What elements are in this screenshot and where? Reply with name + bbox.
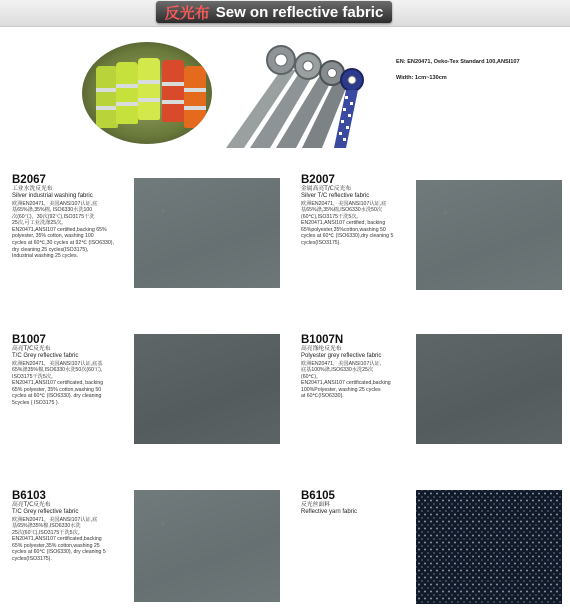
product-code: B6105 (301, 490, 335, 502)
standards-text: EN: EN20471, Oeko-Tex Standard 100,ANSI107 (396, 59, 520, 65)
product-b2067 (12, 174, 134, 260)
swatch-b1007n (416, 334, 562, 444)
swatch-b6105 (416, 490, 562, 604)
product-name-en: Reflective yarn fabric (301, 509, 358, 515)
product-description: 欧洲EN20471，美国ANSI107认证,底 基65%涤,35%棉, ISO6330水洗100 次(60℃)，30次(92℃),ISO3175干洗 25次,可工业洗涤25次。 EN20471,ANSI107 certified,backing 65% polyester, 35% cotton, washing 100 cycles at 60℃,30 cycles at 92℃ (ISO6330), dry cleaning 25 cycles(ISO3175), Industrial washing 25 cycles. (12, 200, 114, 260)
product-description: 欧洲EN20471，美国ANSI107认证,底基 65%涤35%棉,ISO6330水洗50次(60℃), ISO3175干洗5次。 EN20471,ANSI107 certificated, backing 65% polyester, 35% cotton,washing 50 cycles at 60℃ (ISO6330). dry cleaning 5cycles ( ISO3175 ). (12, 360, 104, 407)
product-b1007 (12, 334, 134, 407)
product-code: B1007 (12, 334, 46, 346)
title-english: Sew on reflective fabric (215, 3, 384, 21)
reflective-tape-rolls-photo (226, 40, 376, 150)
product-code: B2067 (12, 174, 46, 186)
product-name-en: T/C Grey reflective fabric (12, 353, 79, 359)
product-code: B6103 (12, 490, 46, 502)
product-name-cn: 工业水洗反光布 (12, 186, 53, 192)
product-name-en: Polyester grey reflective fabric (301, 353, 382, 359)
product-name-cn: 金属高亮T/C反光布 (301, 186, 352, 192)
product-name-cn: 高亮T/C反光布 (12, 502, 51, 508)
header-bar (0, 0, 570, 27)
product-name-cn: 反光丝面料 (301, 502, 330, 508)
swatch-b2067 (134, 178, 280, 288)
product-name-en: Silver T/C reflective fabric (301, 193, 370, 199)
product-code: B2007 (301, 174, 335, 186)
product-description: 欧洲EN20471，美国ANSI107认证, 底基100%涤,ISO6330水洗25次 (60℃)。 EN20471,ANSI107 certificated,backing 100%Polyester, washing 25 cycles at 60℃(ISO6330). (301, 360, 391, 400)
product-description: 欧洲EN20471，美国ANSI107认证,底 基65%涤,35%棉,ISO6330水洗50次 (60℃),ISO3175干洗5次。 EN20471,ANSI107 certified, backing 65%polyester,35%cotton,washing 50 cycles at 60℃ (ISO6330),dry cleaning 5 cycles(ISO3175). (301, 200, 394, 247)
product-name-en: Silver industrial washing fabric (12, 193, 93, 199)
product-b6103 (12, 490, 134, 563)
swatch-b6103 (134, 490, 280, 602)
product-name-en: T/C Grey reflective fabric (12, 509, 79, 515)
product-b1007n (301, 334, 416, 400)
swatch-b1007 (134, 334, 280, 444)
reflective-vests-photo (82, 42, 212, 144)
page-title (156, 1, 392, 23)
product-code: B1007N (301, 334, 344, 346)
product-b2007 (301, 174, 416, 247)
product-name-cn: 高亮T/C反光布 (12, 346, 51, 352)
swatch-b2007 (416, 180, 562, 290)
width-text: Width: 1cm~130cm (396, 75, 447, 81)
product-name-cn: 高亮涤纶反光布 (301, 346, 342, 352)
product-description: 欧洲EN20471，美国ANSI107认证,底 基65%涤35%棉,ISO6330水洗 25次(60℃),ISO3175干洗5次。 EN20471,ANSI107 certificated,backing 65% polyester,35% cotton,washing 25 cycles at 60℃ (ISO6330), dry cleaning 5 cycles(ISO3175). (12, 516, 106, 563)
title-chinese: 反光布 (164, 3, 210, 22)
product-b6105 (301, 490, 416, 517)
